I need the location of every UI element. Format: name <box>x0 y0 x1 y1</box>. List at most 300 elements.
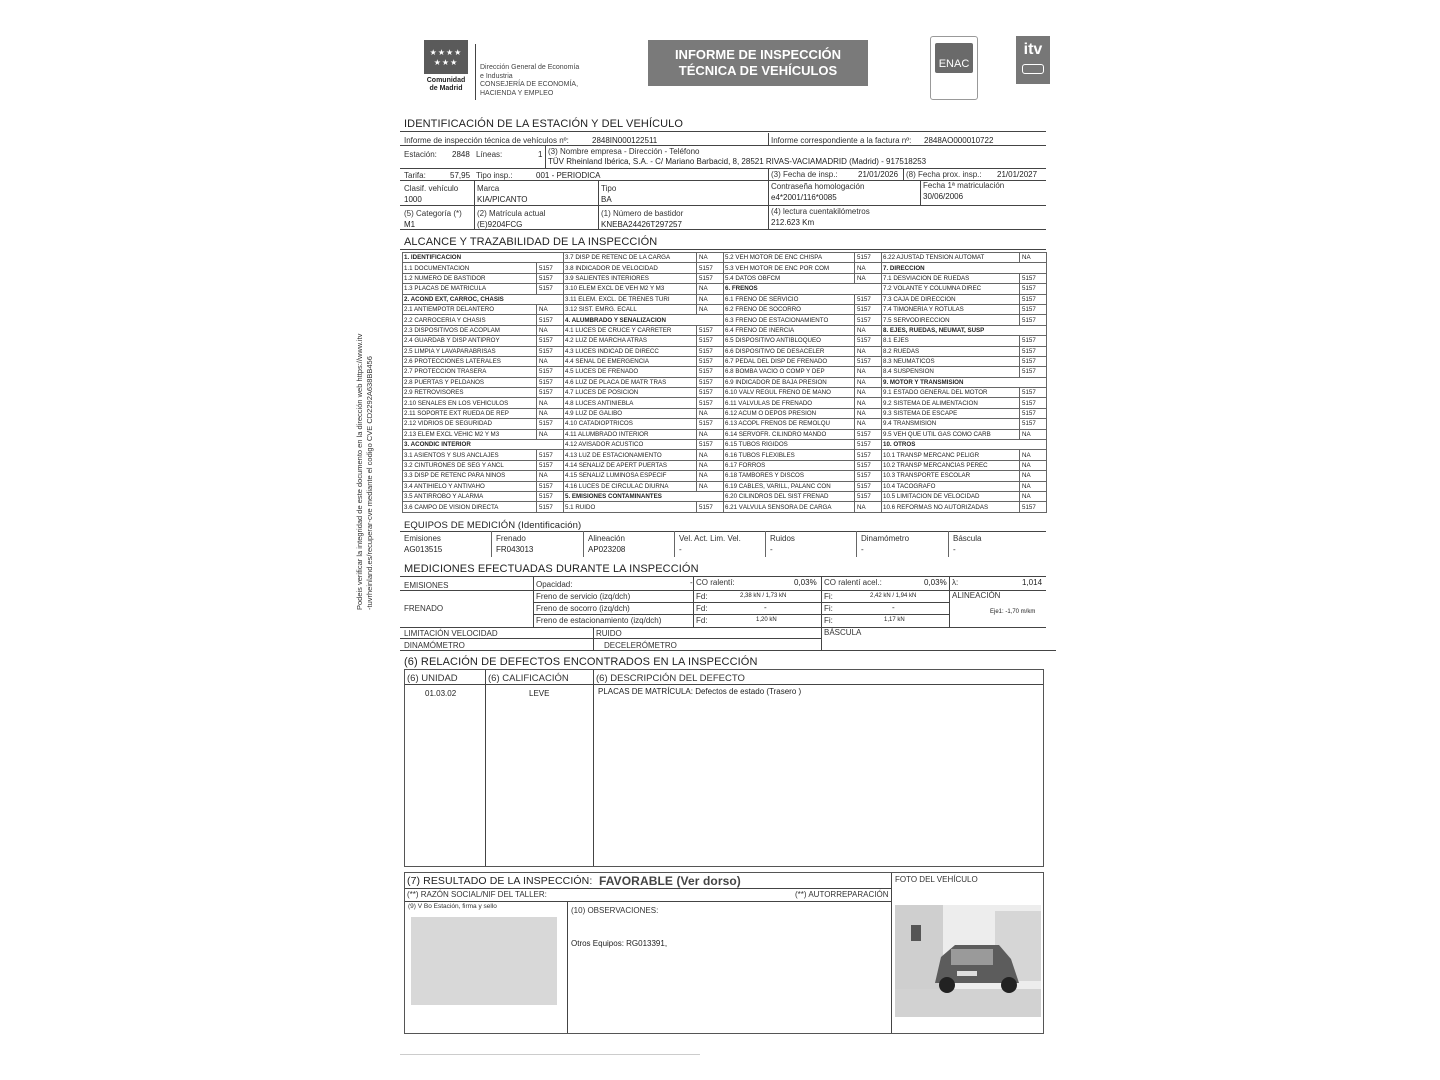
alcance-item-result: NA <box>696 284 723 293</box>
alcance-item-name: 4.8 LUCES ANTINIEBLA <box>565 399 634 407</box>
alcance-item <box>403 430 563 440</box>
rule <box>593 627 594 651</box>
rule <box>400 205 1046 206</box>
alcance-item <box>724 326 881 336</box>
equipo-value: - <box>861 545 864 554</box>
alcance-item-name: 10.6 REFORMAS NO AUTORIZADAS <box>883 503 989 511</box>
alcance-item-name: 8.2 RUEDAS <box>883 347 920 355</box>
estacion-label: Estación: <box>404 150 437 159</box>
header-divider <box>475 44 476 100</box>
alcance-item-name: 4.1 LUCES DE CRUCE Y CARRETER <box>565 326 672 334</box>
alcance-item-name: 6.14 SERVOFR. CILINDRO MANDO <box>725 430 827 438</box>
alcance-item-result: 5157 <box>696 367 723 376</box>
equipo-label: Vel. Act. Lim. Vel. <box>679 534 741 543</box>
alcance-item <box>882 305 1046 315</box>
rule <box>405 901 891 902</box>
alcance-item-result: 5157 <box>536 274 563 283</box>
fecha-matric-label: Fecha 1ª matriculación <box>923 181 1005 190</box>
equipo-cell <box>400 531 492 557</box>
alcance-item-name: 3.8 INDICADOR DE VELOCIDAD <box>565 264 658 272</box>
lineas-value: 1 <box>538 150 543 159</box>
categoria-label: (5) Categoría (*) <box>404 209 462 218</box>
madrid-logo <box>424 40 468 74</box>
fecha-insp-value: 21/01/2026 <box>858 170 899 179</box>
fd-estac-label: Fd: <box>696 616 708 625</box>
tipo-insp-value: 001 - PERIODICA <box>536 171 601 180</box>
fd-estac-value: 1,20 kN <box>756 617 777 623</box>
tipo-label: Tipo <box>601 184 617 193</box>
alcance-item-result: NA <box>854 263 881 272</box>
alcance-item-name: 10.3 TRANSPORTE ESCOLAR <box>883 472 971 480</box>
alcance-item-name: 6. FRENOS <box>725 285 758 293</box>
bastidor-value: KNEBA24426T297257 <box>601 220 682 229</box>
equipo-label: Dinamómetro <box>861 534 910 543</box>
alcance-item-result <box>1020 326 1046 335</box>
alcance-item-result: 5157 <box>1019 367 1046 376</box>
alcance-item <box>882 492 1046 502</box>
alcance-item-result: 5157 <box>536 315 563 324</box>
freno-servicio-label: Freno de servicio (izq/dch) <box>536 592 631 601</box>
alcance-item-name: 6.4 FRENO DE INERCIA <box>725 326 795 334</box>
alcance-item-name: 7.4 TIMONERÍA Y RÓTULAS <box>883 306 964 314</box>
rule <box>949 590 950 627</box>
rule <box>400 650 1056 651</box>
alcance-item-name: 6.20 CILINDROS DEL SIST FRENAD <box>725 493 829 501</box>
alcance-item-result: NA <box>696 409 723 418</box>
bascula-label: BÁSCULA <box>824 628 862 637</box>
alcance-item-name: 1.1 DOCUMENTACIÓN <box>404 264 470 272</box>
marca-label: Marca <box>477 184 500 193</box>
verification-side-text <box>355 290 375 610</box>
alcance-item-name: 9.2 SISTEMA DE ALIMENTACIÓN <box>883 399 978 407</box>
alcance-group-heading <box>882 326 1046 336</box>
alcance-item <box>403 471 563 481</box>
equipo-value: FR043013 <box>496 545 534 554</box>
alcance-item-result: 5157 <box>1019 315 1046 324</box>
co-ralenti-label: CO ralentí: <box>696 578 735 587</box>
firma-label: (9) V Bo Estación, firma y sello <box>408 903 497 910</box>
fd-socorro-label: Fd: <box>696 604 708 613</box>
alcance-item <box>882 409 1046 419</box>
alcance-item-result: 5157 <box>854 336 881 345</box>
alcance-item <box>882 336 1046 346</box>
alcance-item-result: 5157 <box>696 357 723 366</box>
alcance-item-name: 3. ACONDIC INTERIOR <box>404 441 471 449</box>
alcance-item <box>882 430 1046 440</box>
factura-value: 2848AO000010722 <box>924 136 994 145</box>
alcance-item-result: NA <box>696 305 723 314</box>
alcance-item-result: 5157 <box>696 440 723 449</box>
alcance-group-heading <box>724 284 881 294</box>
alcance-item <box>882 315 1046 325</box>
alcance-item <box>403 284 563 294</box>
alcance-item-result: NA <box>696 461 723 470</box>
alcance-item <box>403 482 563 492</box>
alcance-item-result: 5157 <box>536 450 563 459</box>
alcance-item <box>564 253 723 263</box>
alcance-item-result: 5157 <box>854 482 881 491</box>
alcance-item <box>724 430 881 440</box>
alcance-item-result: 5157 <box>1019 398 1046 407</box>
alcance-item <box>882 347 1046 357</box>
matricula-label: (2) Matrícula actual <box>477 209 546 218</box>
alcance-item-result: NA <box>1019 482 1046 491</box>
alcance-item-name: 4.10 CATADIÓPTRICOS <box>565 420 633 428</box>
alcance-item-result <box>1020 378 1046 387</box>
alcance-item <box>724 471 881 481</box>
alcance-item-result: 5157 <box>536 492 563 501</box>
defect-descripcion: PLACAS DE MATRÍCULA: Defectos de estado (Trasero ) <box>598 687 802 696</box>
alcance-item-result: 5157 <box>854 315 881 324</box>
fd-servicio-value: 2,38 kN / 1,73 kN <box>740 593 787 599</box>
alcance-item-result: 5157 <box>536 419 563 428</box>
rule <box>405 888 891 889</box>
alcance-item-result <box>697 492 723 501</box>
observaciones-label: (10) OBSERVACIONES: <box>571 906 659 915</box>
rule <box>903 168 904 180</box>
tarifa-label: Tarifa: <box>404 171 426 180</box>
resultado-value: FAVORABLE (Ver dorso) <box>599 874 741 888</box>
alcance-item <box>724 409 881 419</box>
alcance-item <box>882 482 1046 492</box>
alcance-group-heading <box>564 315 723 325</box>
fi-estac-label: Fi: <box>824 616 833 625</box>
alcance-item-name: 9.3 SISTEMA DE ESCAPE <box>883 410 958 418</box>
alcance-item <box>564 336 723 346</box>
alcance-item <box>724 305 881 315</box>
alcance-item-name: 4.3 LUCES INDICAD DE DIRECC <box>565 347 659 355</box>
empresa-label: (3) Nombre empresa - Dirección - Teléfono <box>548 147 700 156</box>
alcance-group-heading <box>882 378 1046 388</box>
alcance-item <box>403 398 563 408</box>
alcance-item-result: 5157 <box>854 253 881 262</box>
alcance-item <box>724 450 881 460</box>
alcance-item-name: 10.5 LIMITACIÓN DE VELOCIDAD <box>883 493 980 501</box>
vehicle-photo-graphic <box>895 905 1041 1017</box>
alcance-item-result <box>697 315 723 324</box>
alcance-item-name: 2. ACOND EXT, CARROC, CHASIS <box>404 295 504 303</box>
alcance-item-result <box>855 284 881 293</box>
alcance-item <box>564 295 723 305</box>
alcance-item <box>564 482 723 492</box>
fi-socorro-label: Fi: <box>824 604 833 613</box>
rule <box>567 901 568 1033</box>
rule <box>400 638 821 639</box>
alcance-item <box>882 398 1046 408</box>
alcance-item <box>564 305 723 315</box>
alcance-item-name: 6.2 FRENO DE SOCORRO <box>725 306 801 314</box>
equipo-label: Alineación <box>588 534 625 543</box>
side-text-line-2: -tuvrheinland.es/recuperar-cve mediante el codigo CVE CD2292A638BB456 <box>365 356 374 610</box>
alcance-item-result: NA <box>536 471 563 480</box>
alcance-item-result: NA <box>1019 471 1046 480</box>
alcance-item-result: 5157 <box>1019 388 1046 397</box>
alcance-item-name: 3.11 ELEM. EXCL. DE TRENES TURI <box>565 295 670 303</box>
rule <box>533 614 950 615</box>
alcance-item-name: 6.7 PEDAL DEL DISP DE FRENADO <box>725 358 828 366</box>
alcance-item <box>564 398 723 408</box>
alcance-item-result: 5157 <box>854 430 881 439</box>
alcance-item <box>564 419 723 429</box>
equipo-cell <box>857 531 949 557</box>
alcance-group-heading <box>403 253 563 263</box>
co-ralenti-value: 0,03% <box>794 578 817 587</box>
alcance-item-result: 5157 <box>854 305 881 314</box>
report-title: INFORME DE INSPECCIÓN TÉCNICA DE VEHÍCULOS <box>648 40 868 86</box>
tipo-value: BA <box>601 195 612 204</box>
alcance-item-result: NA <box>854 388 881 397</box>
car-icon <box>1022 64 1044 74</box>
alcance-item-name: 1.2 NÚMERO DE BASTIDOR <box>404 274 486 282</box>
alcance-item-result <box>1020 440 1046 449</box>
alcance-item-result: NA <box>854 326 881 335</box>
defectos-table <box>404 669 1044 867</box>
equipo-cell <box>766 531 857 557</box>
alineacion-label: ALINEACIÓN <box>952 591 1001 600</box>
opacidad-value: - <box>690 578 693 587</box>
section-identificacion-title: IDENTIFICACIÓN DE LA ESTACIÓN Y DEL VEHÍCULO <box>404 118 684 130</box>
section-alcance-title: ALCANCE Y TRAZABILIDAD DE LA INSPECCIÓN <box>404 236 658 248</box>
alcance-item <box>882 502 1046 512</box>
fecha-prox-value: 21/01/2027 <box>997 170 1038 179</box>
alcance-item <box>882 388 1046 398</box>
alcance-item-name: 3.10 ELEM EXCL DE VEH M2 Y M3 <box>565 285 665 293</box>
section-mediciones-title: MEDICIONES EFECTUADAS DURANTE LA INSPECCIÓN <box>404 563 699 575</box>
organization-name: Dirección General de Economía e Industria CONSEJERÍA DE ECONOMÍA, HACIENDA Y EMPLEO <box>480 64 580 97</box>
alcance-item-name: 7.1 DESVIACIÓN DE RUEDAS <box>883 274 970 282</box>
alcance-item-name: 4.11 ALUMBRADO INTERIOR <box>565 430 649 438</box>
alcance-item-name: 6.3 FRENO DE ESTACIONAMIENTO <box>725 316 829 324</box>
alcance-item-name: 6.1 FRENO DE SERVICIO <box>725 295 799 303</box>
informe-value: 2848IN000122511 <box>592 136 658 145</box>
alcance-item-name: 5.1 RUIDO <box>565 503 596 511</box>
equipo-value: AG013515 <box>404 545 443 554</box>
alcance-item-name: 2.3 DISPOSITIVOS DE ACOPLAM <box>404 326 500 334</box>
alcance-item-result <box>537 253 563 262</box>
alcance-item-result: 5157 <box>854 471 881 480</box>
alcance-item-name: 3.9 SALIENTES INTERIORES <box>565 274 649 282</box>
col-calificacion: (6) CALIFICACIÓN <box>488 673 569 684</box>
alcance-item-result: 5157 <box>696 398 723 407</box>
alcance-item-name: 4.6 LUZ DE PLACA DE MATR TRAS <box>565 378 667 386</box>
alcance-item-result: NA <box>1019 492 1046 501</box>
alcance-item-result: 5157 <box>536 263 563 272</box>
alcance-item-result: NA <box>1019 430 1046 439</box>
alcance-item-result: 5157 <box>1019 305 1046 314</box>
equipo-value: - <box>770 545 773 554</box>
alcance-item-result: 5157 <box>854 357 881 366</box>
alcance-item-name: 4.9 LUZ DE GÁLIBO <box>565 410 623 418</box>
alcance-item-name: 3.2 CINTURONES DE SEG Y ANCL <box>404 462 504 469</box>
rule <box>920 181 921 205</box>
alcance-item-name: 2.1 ANTIEMPOTR DELANTERO <box>404 306 495 314</box>
alcance-item-result: 5157 <box>1019 409 1046 418</box>
alcance-item-result: 5157 <box>536 388 563 397</box>
categoria-value: M1 <box>404 220 416 229</box>
alcance-item-result: NA <box>1019 253 1046 262</box>
alcance-item <box>403 357 563 367</box>
freno-socorro-label: Freno de socorro (izq/dch) <box>536 604 630 613</box>
alcance-item-name: 9.4 TRANSMISIÓN <box>883 420 937 428</box>
alcance-item <box>724 461 881 471</box>
itv-logo: itv <box>1016 36 1050 84</box>
alcance-item <box>564 450 723 460</box>
alcance-item <box>882 419 1046 429</box>
alcance-group-heading <box>403 295 563 305</box>
alcance-item <box>564 461 723 471</box>
enac-badge: ENAC <box>935 43 973 73</box>
alcance-item-result: NA <box>536 430 563 439</box>
rule <box>400 168 1046 169</box>
section-defectos-title: (6) RELACIÓN DE DEFECTOS ENCONTRADOS EN LA INSPECCIÓN <box>404 656 758 668</box>
alcance-item-name: 2.13 ELEM EXCL VEHIC M2 Y M3 <box>404 430 500 438</box>
alcance-item <box>564 388 723 398</box>
equipo-value: - <box>679 545 682 554</box>
alcance-item-result: 5157 <box>854 492 881 501</box>
alcance-item-result: NA <box>536 409 563 418</box>
alcance-item-name: 2.6 PROTECCIONES LATERALES <box>404 358 501 366</box>
alcance-item-name: 1.3 PLACAS DE MATRÍCULA <box>404 285 487 293</box>
equipo-label: Emisiones <box>404 534 441 543</box>
observaciones-value: Otros Equipos: RG013391, <box>571 939 668 948</box>
alcance-item <box>882 295 1046 305</box>
alcance-item-name: 6.18 TAMBORES Y DISCOS <box>725 472 804 480</box>
alcance-item-name: 5.4 DATOS OBFCM <box>725 274 781 282</box>
contrasena-label: Contraseña homologación <box>771 182 865 191</box>
alcance-item-name: 8. EJES, RUEDAS, NEUMAT, SUSP <box>883 326 985 334</box>
alcance-item-result: 5157 <box>1019 284 1046 293</box>
alcance-item <box>403 347 563 357</box>
alcance-item-name: 3.3 DISP DE RETENC PARA NIÑOS <box>404 472 506 480</box>
alcance-item-name: 2.4 GUARDAB Y DISP ANTIPROY <box>404 337 500 345</box>
estacion-value: 2848 <box>452 150 470 159</box>
alineacion-value: Eje1: -1,70 m/km <box>990 609 1036 615</box>
alcance-item-name: 10.1 TRANSP MERCANC PELIGR <box>883 451 980 459</box>
alcance-item <box>882 471 1046 481</box>
alcance-item <box>564 357 723 367</box>
alcance-item <box>403 419 563 429</box>
alcance-item-result: NA <box>854 409 881 418</box>
foto-label: FOTO DEL VEHÍCULO <box>895 875 978 884</box>
alcance-item-result: NA <box>696 471 723 480</box>
alcance-item-result: 5157 <box>536 336 563 345</box>
alcance-item-name: 4.7 LUCES DE POSICIÓN <box>565 389 639 397</box>
rule <box>891 873 892 1033</box>
alcance-item-result: 5157 <box>1019 347 1046 356</box>
alcance-grid <box>402 252 1045 514</box>
clasif-value: 1000 <box>404 195 422 204</box>
alcance-item-name: 6.8 BOMBA VACÍO O COMP Y DEP <box>725 368 825 376</box>
alcance-item-name: 5.3 VEH MOTOR DE ENC POR COM <box>725 264 830 272</box>
alcance-item-result <box>537 440 563 449</box>
inspection-report <box>400 30 1050 1070</box>
col-unidad: (6) UNIDAD <box>407 673 458 684</box>
alcance-item-name: 4.12 AVISADOR ACÚSTICO <box>565 441 644 449</box>
equipo-label: Frenado <box>496 534 526 543</box>
alcance-item-name: 7. DIRECCIÓN <box>883 264 925 272</box>
alcance-item <box>724 295 881 305</box>
alcance-item-result: 5157 <box>696 263 723 272</box>
alcance-group-heading <box>564 492 723 502</box>
alcance-item-result: 5157 <box>854 295 881 304</box>
alcance-group-heading <box>403 440 563 450</box>
alcance-item-name: 6.17 FORROS <box>725 462 766 469</box>
alcance-item-name: 2.10 SEÑALES EN LOS VEHÍCULOS <box>404 399 509 407</box>
alcance-group-heading <box>882 263 1046 273</box>
alcance-item <box>882 274 1046 284</box>
equipo-cell <box>584 531 675 557</box>
alcance-item-result: NA <box>536 357 563 366</box>
tipo-insp-label: Tipo insp.: <box>476 171 513 180</box>
alcance-item-result: NA <box>854 367 881 376</box>
alcance-item-name: 4. ALUMBRADO Y SEÑALIZACIÓN <box>565 316 666 324</box>
alcance-item <box>564 471 723 481</box>
alcance-item <box>724 253 881 263</box>
alcance-item-name: 4.16 LUCES DE CIRCULAC DIURNA <box>565 482 669 490</box>
alcance-item-name: 9.5 VEH QUE UTIL GAS COMO CARB <box>883 430 991 438</box>
bastidor-label: (1) Número de bastidor <box>601 209 684 218</box>
alcance-item-result: 5157 <box>536 502 563 511</box>
equipo-label: Ruidos <box>770 534 795 543</box>
fi-servicio-value: 2,42 kN / 1,94 kN <box>870 593 917 599</box>
alcance-item-name: 10.2 TRANSP MERCANCÍAS PEREC <box>883 462 988 469</box>
alcance-item <box>403 388 563 398</box>
alcance-item-name: 2.8 PUERTAS Y PELDAÑOS <box>404 378 485 386</box>
alcance-item <box>724 419 881 429</box>
rule <box>485 670 486 866</box>
alcance-item-name: 4.14 SEÑALIZ DE APERT PUERTAS <box>565 462 668 469</box>
alcance-item-name: 8.4 SUSPENSIÓN <box>883 368 934 376</box>
equipo-value: - <box>953 545 956 554</box>
alcance-item-name: 10. OTROS <box>883 441 916 449</box>
fd-servicio-label: Fd: <box>696 592 708 601</box>
equipo-cell <box>492 531 584 557</box>
rule <box>400 249 1046 250</box>
alcance-item-result: 5157 <box>536 367 563 376</box>
alcance-item <box>724 357 881 367</box>
alcance-item-name: 3.4 ANTIHIELO Y ANTIVAHO <box>404 482 485 490</box>
fecha-insp-label: (3) Fecha de insp.: <box>771 170 838 179</box>
alcance-item <box>564 440 723 450</box>
alcance-item <box>882 284 1046 294</box>
alcance-item-name: 3.6 CAMPO DE VISION DIRECTA <box>404 503 499 511</box>
rule <box>400 627 1046 628</box>
alcance-item-result: NA <box>854 502 881 511</box>
frenado-label: FRENADO <box>404 604 444 613</box>
alcance-item-name: 6.10 VÁLV REGUL FRENO DE MANO <box>725 389 831 397</box>
ruido-label: RUIDO <box>596 629 622 638</box>
alcance-item <box>564 378 723 388</box>
km-label: (4) lectura cuentakilómetros <box>771 207 870 216</box>
alcance-item-result: NA <box>696 450 723 459</box>
contrasena-value: e4*2001/116*0085 <box>771 193 837 202</box>
vehicle-photo <box>895 905 1041 1017</box>
fi-servicio-label: Fi: <box>824 592 833 601</box>
alcance-item-name: 4.5 LUCES DE FRENADO <box>565 368 639 376</box>
alcance-group-heading <box>882 440 1046 450</box>
alcance-item <box>403 409 563 419</box>
alcance-item-result: 5157 <box>1019 357 1046 366</box>
alcance-item-result <box>537 295 563 304</box>
alcance-item-name: 6.11 VÁLVULAS DE FRENADO <box>725 399 813 407</box>
fd-socorro-value: - <box>764 603 767 612</box>
alcance-item-name: 2.12 VIDRIOS DE SEGURIDAD <box>404 420 493 428</box>
alcance-item-name: 2.11 SOPORTE EXT RUEDA DE REP <box>404 410 509 418</box>
alcance-item-name: 7.2 VOLANTE Y COLUMNA DIREC <box>883 285 982 293</box>
rule <box>400 131 1046 132</box>
alcance-item-result: 5157 <box>1019 336 1046 345</box>
alcance-item <box>564 347 723 357</box>
